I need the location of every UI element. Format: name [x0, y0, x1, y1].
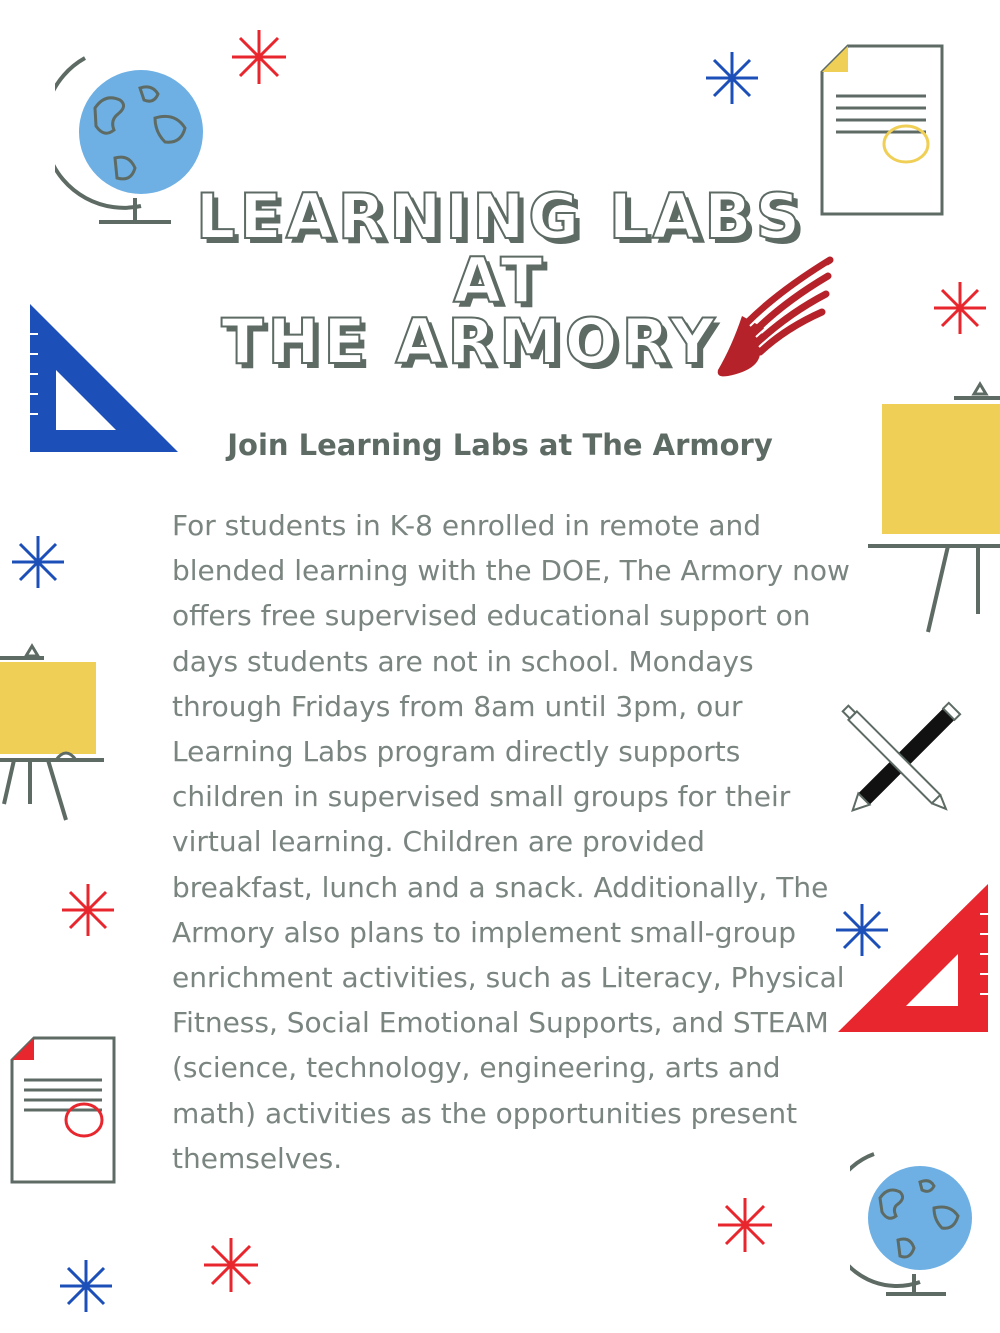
- title-line-2: AT: [453, 244, 547, 317]
- pencil-pen-icon: [836, 700, 964, 826]
- blue-star-icon: [58, 1258, 114, 1314]
- red-star-icon: [716, 1196, 774, 1254]
- easel-icon: [868, 378, 1000, 638]
- blue-star-icon: [10, 534, 66, 590]
- graded-paper-icon: [8, 1034, 118, 1186]
- blue-star-icon: [704, 50, 760, 106]
- winged-foot-logo-icon: [714, 256, 834, 378]
- red-star-icon: [60, 882, 116, 938]
- body-paragraph: For students in K-8 enrolled in remote and blended learning with the DOE, The Armory now offers free supervised educational support on days students are not in school. Mondays through Fridays from 8am until 3pm, our Learning Labs program directly supports children in supervised small groups for their virtual learning. Children are provided breakfast, lunch and a snack. Additionally, The Armory also plans to implement small-group enrichment activities, such as Literacy, Physical Fitness, Social Emotional Supports, and STEAM (science, technology, engineering, arts and math) activities as the opportunities present themselves.: [172, 509, 850, 1175]
- globe-icon: [850, 1148, 980, 1300]
- red-star-icon: [230, 28, 288, 86]
- red-star-icon: [202, 1236, 260, 1294]
- easel-icon: [0, 642, 110, 824]
- set-square-icon: [838, 884, 990, 1034]
- subtitle: Join Learning Labs at The Armory: [227, 428, 773, 462]
- title-line-1: LEARNING LABS: [195, 180, 805, 253]
- title-line-3: THE ARMORY: [221, 305, 719, 378]
